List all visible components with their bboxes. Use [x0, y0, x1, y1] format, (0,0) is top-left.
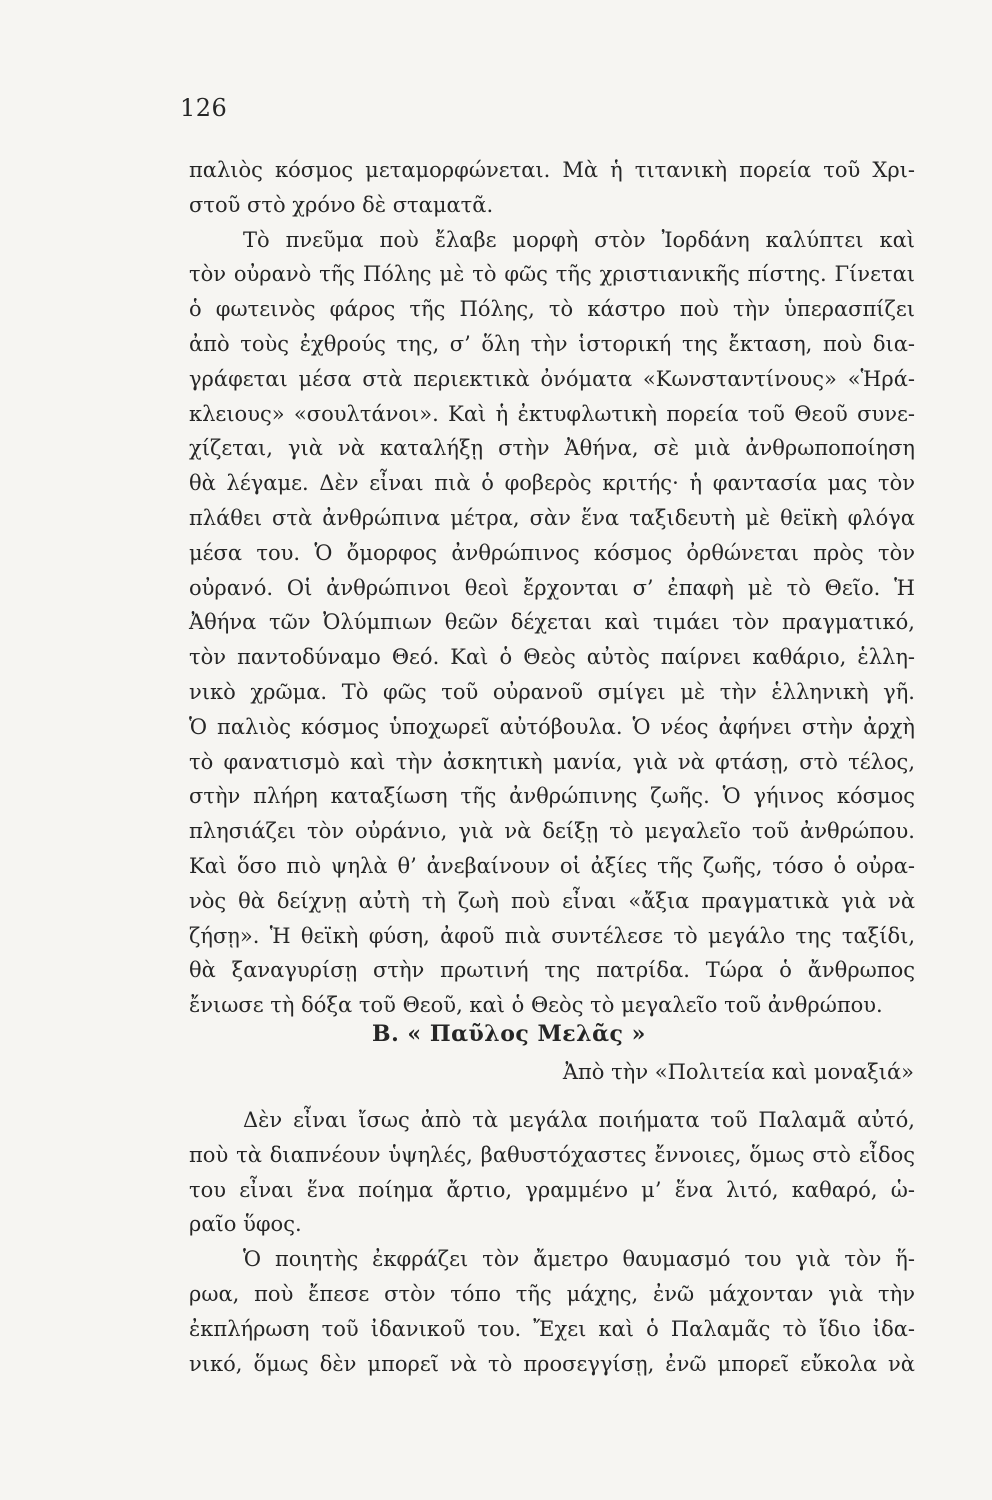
text-line: χίζεται, γιὰ νὰ καταλήξῃ στὴν Ἀθήνα, σὲ μιὰ ἀνθρωποποίηση — [189, 436, 915, 461]
text-line: ὁ φωτεινὸς φάρος τῆς Πόλης, τὸ κάστρο ποὺ τὴν ὑπερασπίζει — [189, 297, 915, 322]
text-line: νὸς θὰ δείχνῃ αὐτὴ τὴ ζωὴ ποὺ εἶναι «ἄξια πραγματικὰ γιὰ νὰ — [189, 888, 915, 913]
text-line: ἔνιωσε τὴ δόξα τοῦ Θεοῦ, καὶ ὁ Θεὸς τὸ μεγαλεῖο τοῦ ἀνθρώπου. — [189, 993, 883, 1018]
text-line: μέσα του. Ὁ ὄμορφος ἀνθρώπινος κόσμος ὀρθώνεται πρὸς τὸν — [189, 540, 915, 565]
text-line: πλησιάζει τὸν οὐράνιο, γιὰ νὰ δείξῃ τὸ μεγαλεῖο τοῦ ἀνθρώπου. — [189, 819, 915, 844]
text-line: τὸν παντοδύναμο Θεό. Καὶ ὁ Θεὸς αὐτὸς παίρνει καθάριο, ἑλλη- — [189, 645, 915, 670]
text-line: νικό, ὅμως δὲν μπορεῖ νὰ τὸ προσεγγίσῃ, ἐνῶ μπορεῖ εὔκολα νὰ — [189, 1351, 915, 1376]
body-text-section-2 — [189, 1103, 915, 1381]
text-line: Τὸ πνεῦμα ποὺ ἔλαβε μορφὴ στὸν Ἰορδάνη καλύπτει καὶ — [243, 227, 915, 252]
text-line: πλάθει στὰ ἀνθρώπινα μέτρα, σὰν ἕνα ταξιδευτὴ μὲ θεϊκὴ φλόγα — [189, 505, 915, 530]
text-line: κλειους» «σουλτάνοι». Καὶ ἡ ἐκτυφλωτικὴ πορεία τοῦ Θεοῦ συνε- — [189, 401, 915, 426]
text-line: νικὸ χρῶμα. Τὸ φῶς τοῦ οὐρανοῦ σμίγει μὲ τὴν ἑλληνικὴ γῆ. — [189, 679, 915, 704]
text-line: ρωα, ποὺ ἔπεσε στὸν τόπο τῆς μάχης, ἐνῶ μάχονταν γιὰ τὴν — [189, 1281, 915, 1306]
text-line: θὰ λέγαμε. Δὲν εἶναι πιὰ ὁ φοβερὸς κριτής· ἡ φαντασία μας τὸν — [189, 471, 915, 496]
text-line: στοῦ στὸ χρόνο δὲ σταματᾶ. — [189, 192, 494, 217]
text-line: Ἀθήνα τῶν Ὀλύμπιων θεῶν δέχεται καὶ τιμάει τὸν πραγματικό, — [189, 610, 915, 635]
text-line: ποὺ τὰ διαπνέουν ὑψηλές, βαθυστόχαστες ἔννοιες, ὅμως στὸ εἶδος — [189, 1142, 915, 1167]
text-line: τὸ φανατισμὸ καὶ τὴν ἀσκητικὴ μανία, γιὰ νὰ φτάσῃ, στὸ τέλος, — [189, 749, 915, 774]
section-heading: Β. « Παῦλος Μελᾶς » — [372, 1021, 646, 1047]
text-line: Ὁ παλιὸς κόσμος ὑποχωρεῖ αὐτόβουλα. Ὁ νέος ἀφήνει στὴν ἀρχὴ — [189, 714, 915, 739]
text-line: ἀπὸ τοὺς ἐχθρούς της, σ’ ὅλη τὴν ἱστορική της ἔκταση, ποὺ δια- — [189, 331, 915, 356]
text-line: του εἶναι ἕνα ποίημα ἄρτιο, γραμμένο μ’ ἕνα λιτό, καθαρό, ὡ- — [189, 1177, 915, 1202]
source-attribution: Ἀπὸ τὴν «Πολιτεία καὶ μοναξιά» — [562, 1060, 914, 1084]
text-line: Δὲν εἶναι ἴσως ἀπὸ τὰ μεγάλα ποιήματα τοῦ Παλαμᾶ αὐτό, — [243, 1108, 915, 1132]
text-line: ζήσῃ». Ἡ θεϊκὴ φύση, ἀφοῦ πιὰ συντέλεσε τὸ μεγάλο της ταξίδι, — [189, 923, 915, 948]
text-line: τὸν οὐρανὸ τῆς Πόλης μὲ τὸ φῶς τῆς χριστιανικῆς πίστης. Γίνεται — [189, 262, 915, 287]
text-line: θὰ ξαναγυρίσῃ στὴν πρωτινή της πατρίδα. Τώρα ὁ ἄνθρωπος — [189, 958, 915, 983]
text-line: οὐρανό. Οἱ ἀνθρώπινοι θεοὶ ἔρχονται σ’ ἐπαφὴ μὲ τὸ Θεῖο. Ἡ — [189, 575, 915, 600]
body-text-section-1 — [189, 153, 915, 1023]
page-number: 126 — [180, 94, 228, 122]
text-line: Καὶ ὅσο πιὸ ψηλὰ θ’ ἀνεβαίνουν οἱ ἀξίες τῆς ζωῆς, τόσο ὁ οὐρα- — [189, 853, 915, 878]
text-line: στὴν πλήρη καταξίωση τῆς ἀνθρώπινης ζωῆς. Ὁ γήινος κόσμος — [189, 784, 915, 809]
text-line: ἐκπλήρωση τοῦ ἰδανικοῦ του. Ἔχει καὶ ὁ Παλαμᾶς τὸ ἴδιο ἰδα- — [189, 1316, 915, 1341]
text-line: Ὁ ποιητὴς ἐκφράζει τὸν ἄμετρο θαυμασμό του γιὰ τὸν ἥ- — [243, 1247, 915, 1272]
text-line: ραῖο ὕφος. — [189, 1212, 302, 1237]
text-line: γράφεται μέσα στὰ περιεκτικὰ ὀνόματα «Κωνσταντίνους» «Ἡρά- — [189, 366, 915, 391]
text-line: παλιὸς κόσμος μεταμορφώνεται. Μὰ ἡ τιτανικὴ πορεία τοῦ Χρι- — [189, 158, 915, 182]
